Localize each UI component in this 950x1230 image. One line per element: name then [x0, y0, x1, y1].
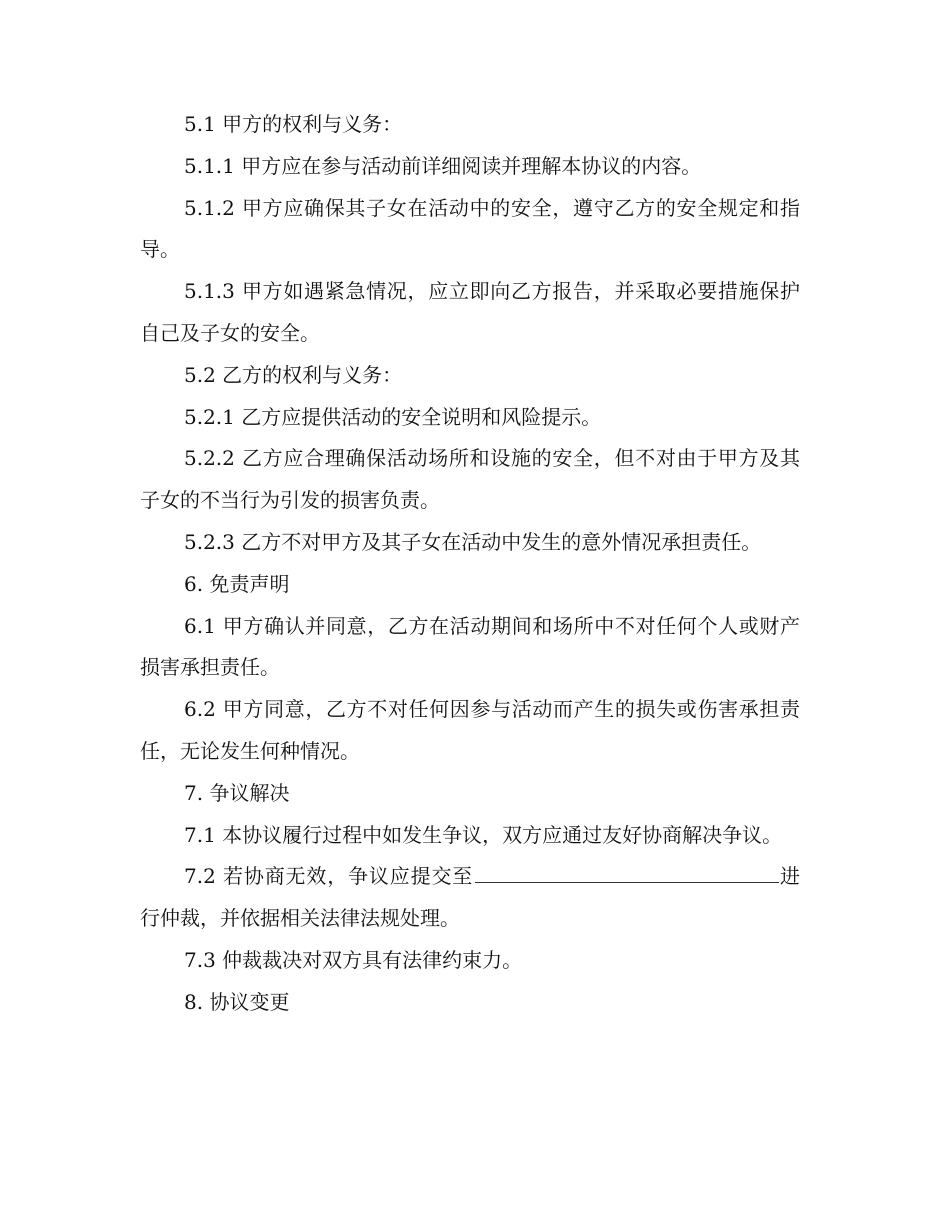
clause-7-3: 7.3 仲裁裁决对双方具有法律约束力。 — [184, 947, 523, 972]
section-6-heading: 6. 免责声明 — [184, 571, 290, 596]
section-8-heading: 8. 协议变更 — [184, 989, 290, 1014]
document-body — [140, 104, 800, 1024]
clause-6-2: 6.2 甲方同意，乙方不对任何因参与活动而产生的损失或伤害承担责任，无论发生何种情况。 — [140, 697, 800, 763]
clause-5-2-3: 5.2.3 乙方不对甲方及其子女在活动中发生的意外情况承担责任。 — [184, 529, 762, 554]
clause-5-2-heading: 5.2 乙方的权利与义务： — [184, 362, 403, 387]
clause-7-1: 7.1 本协议履行过程中如发生争议，双方应通过友好协商解决争议。 — [184, 822, 783, 847]
clause-7-2-before-blank: 7.2 若协商无效，争议应提交至 — [184, 864, 474, 889]
clause-5-1-3: 5.1.3 甲方如遇紧急情况，应立即向乙方报告，并采取必要措施保护自己及子女的安全。 — [140, 279, 800, 345]
clause-5-1-2: 5.1.2 甲方应确保其子女在活动中的安全，遵守乙方的安全规定和指导。 — [140, 195, 800, 262]
section-7-heading: 7. 争议解决 — [184, 780, 290, 805]
clause-5-1-heading: 5.1 甲方的权利与义务： — [184, 112, 403, 136]
clause-7-2 — [140, 856, 800, 940]
arbitration-institution-blank[interactable] — [475, 860, 779, 883]
clause-5-2-1: 5.2.1 乙方应提供活动的安全说明和风险提示。 — [184, 404, 602, 429]
clause-5-1-1: 5.1.1 甲方应在参与活动前详细阅读并理解本协议的内容。 — [184, 153, 702, 178]
clause-7-2-after-blank: 进行仲裁，并依据相关法律法规处理。 — [140, 864, 801, 931]
clause-5-2-2: 5.2.2 乙方应合理确保活动场所和设施的安全，但不对由于甲方及其子女的不当行为引发的损害负责。 — [140, 446, 800, 513]
clause-6-1: 6.1 甲方确认并同意，乙方在活动期间和场所中不对任何个人或财产损害承担责任。 — [140, 613, 800, 680]
